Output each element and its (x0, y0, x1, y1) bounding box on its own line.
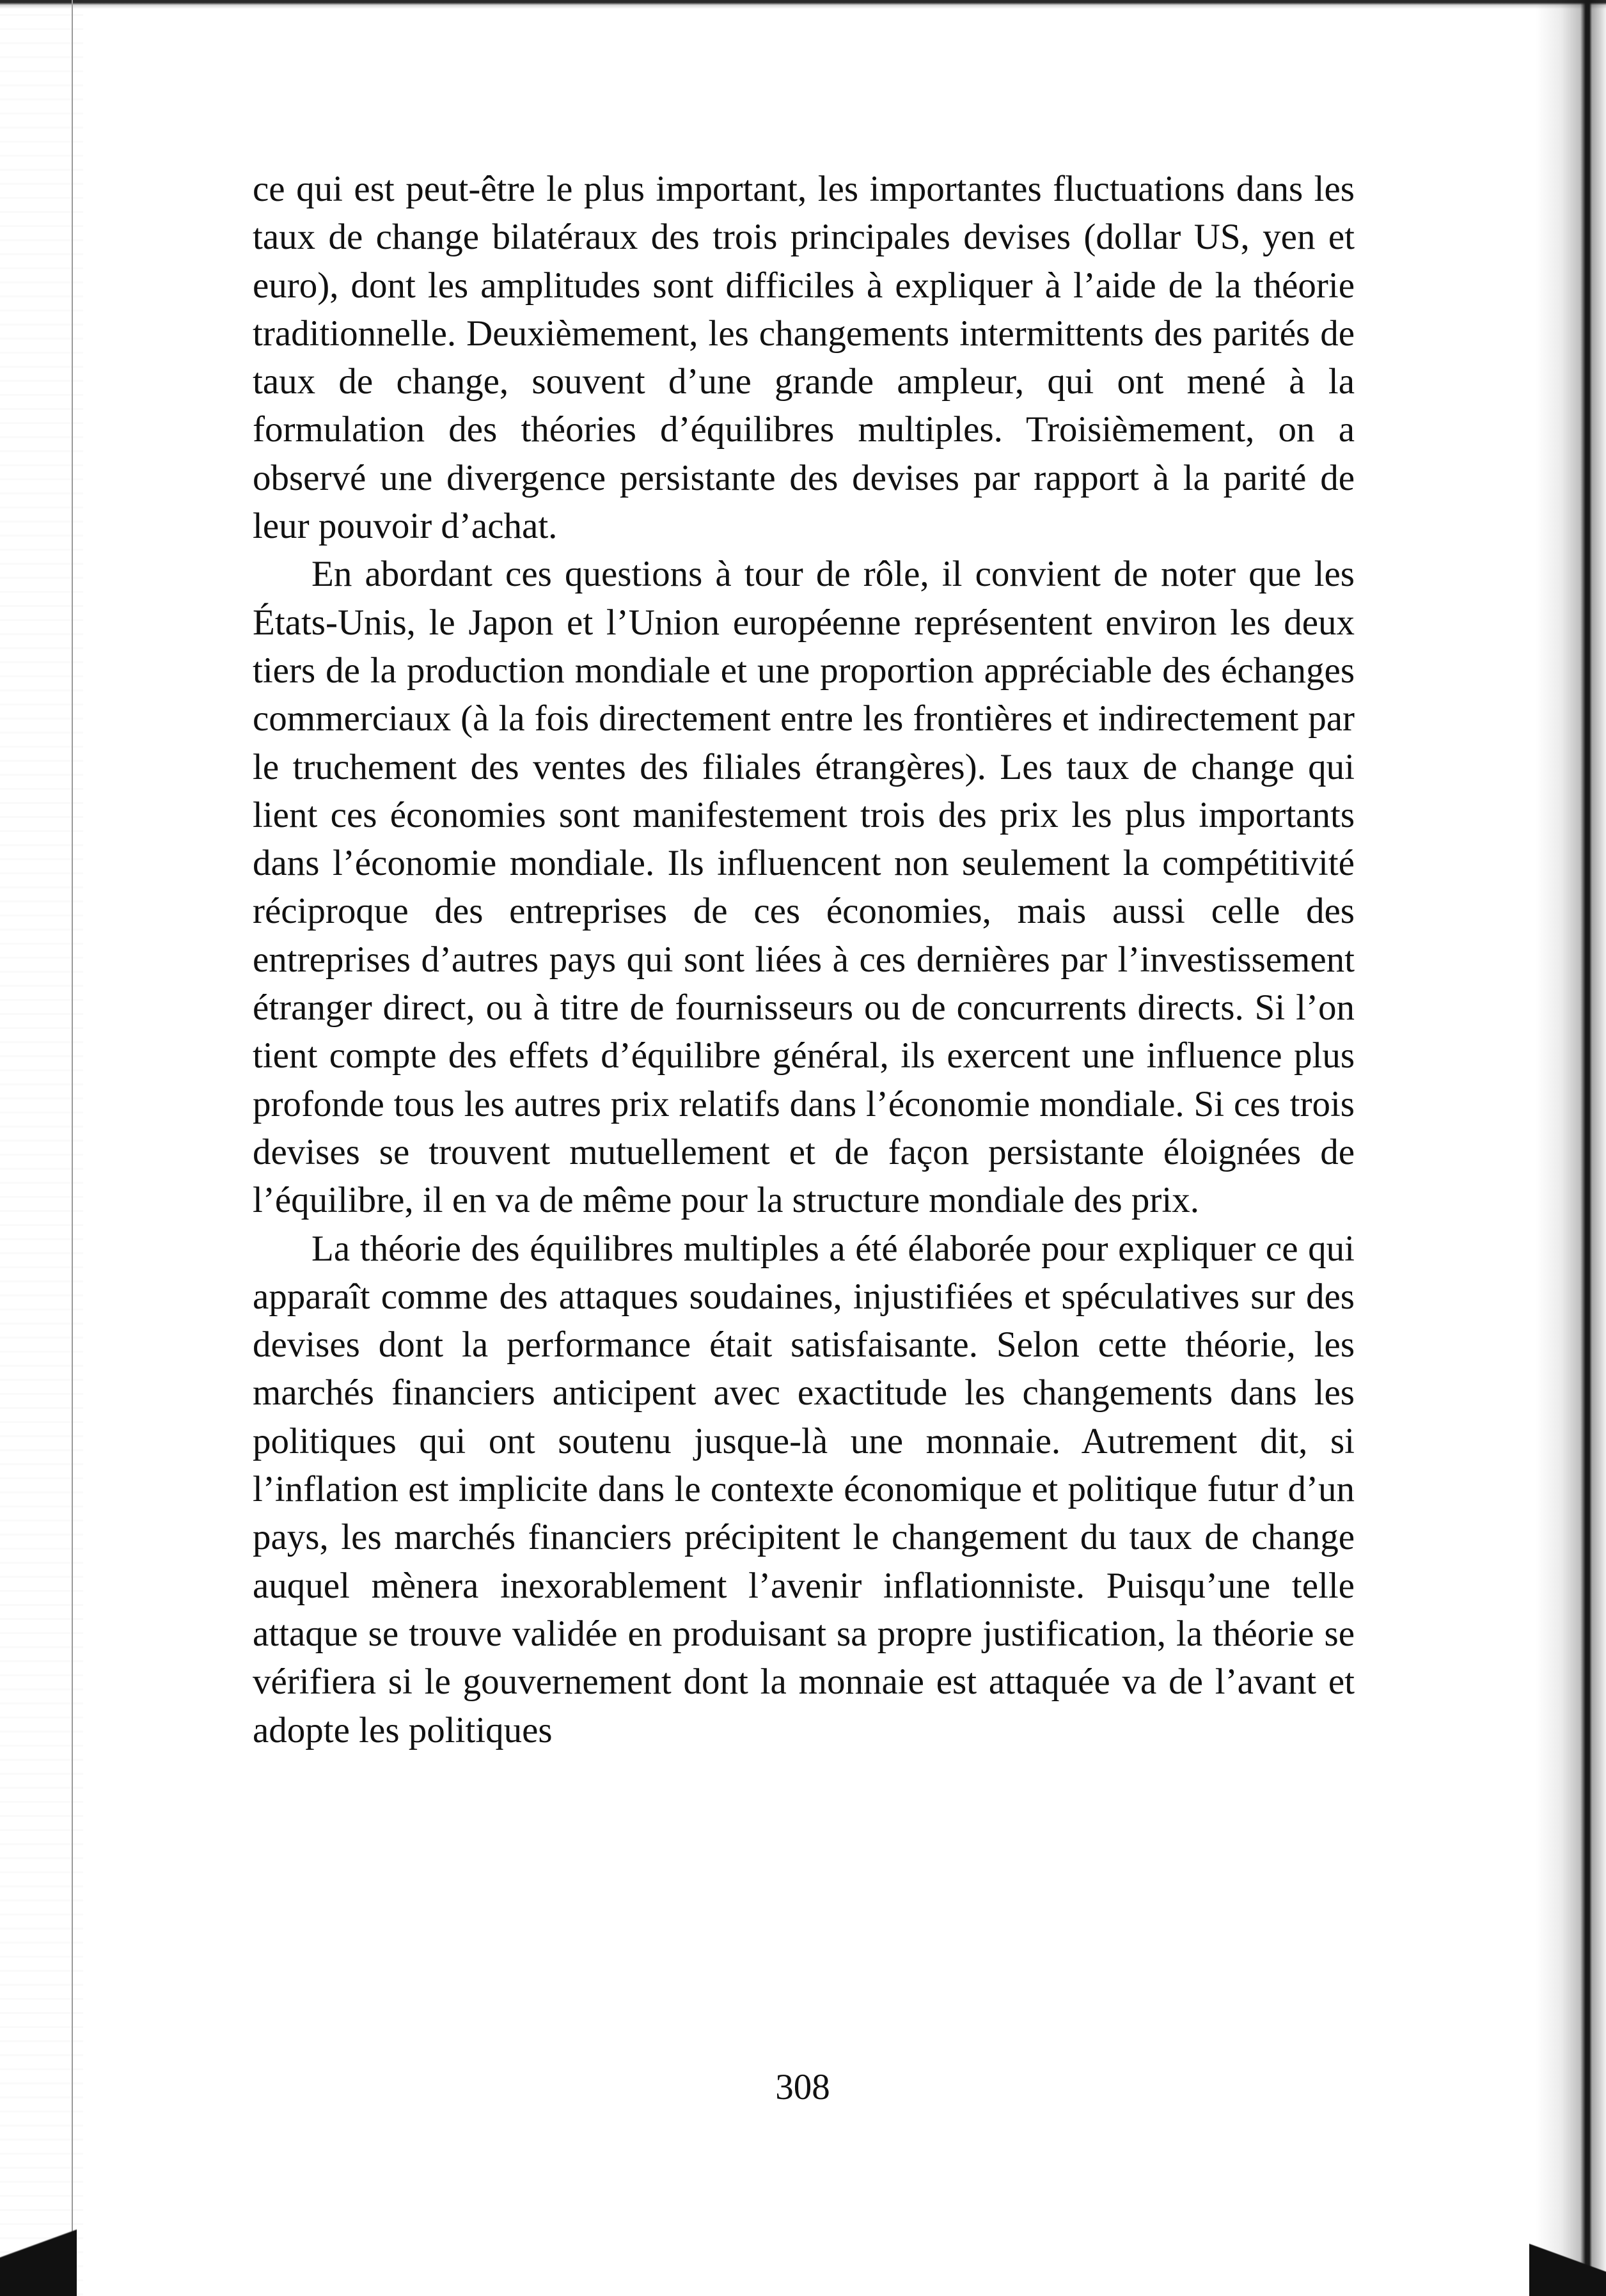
scan-corner-bottom-right (1529, 2206, 1606, 2296)
page-body (253, 165, 1355, 1754)
paragraph: En abordant ces questions à tour de rôle, il convient de noter que les États-Unis, le Japon et l’Union européenne représentent environ les deux tiers de la production mondiale et une proportion appréciable des échanges commerciaux (à la fois directement entre les frontières et indirectement par le truchement des ventes des filiales étrangères). Les taux de change qui lient ces économies sont manifestement trois des prix les plus importants dans l’économie mondiale. Ils influencent non seulement la compétitivité réciproque des entreprises de ces économies, mais aussi celle des entreprises d’autres pays qui sont liées à ces dernières par l’investissement étranger direct, ou à titre de fournisseurs ou de concurrents directs. Si l’on tient compte des effets d’équilibre général, ils exercent une influence plus profonde tous les autres prix relatifs dans l’économie mondiale. Si ces trois devises se trouvent mutuellement et de façon persistante éloignées de l’équilibre, il en va de même pour la structure mondiale des prix. (253, 554, 1355, 1221)
scan-left-line (72, 0, 73, 2238)
scan-corner-bottom-left (0, 2174, 77, 2296)
page-number: 308 (775, 2067, 830, 2107)
scan-binding-shadow (1536, 0, 1606, 2296)
paragraph: La théorie des équilibres multiples a été élaborée pour expliquer ce qui apparaît comme des attaques soudaines, injustifiées et spéculatives sur des devises dont la performance était satisfaisante. Selon cette théorie, les marchés financiers anticipent avec exactitude les changements dans les politiques qui ont soutenu jusque-là une monnaie. Autrement dit, si l’inflation est implicite dans le contexte économique et politique futur d’un pays, les marchés financiers précipitent le changement du taux de change auquel mènera inexorablement l’avenir inflationniste. Puisqu’une telle attaque se trouve validée en produisant sa propre justification, la théorie se vérifiera si le gouvernement dont la monnaie est attaquée va de l’avant et adopte les politiques (253, 1228, 1355, 1750)
paragraph-continuation: ce qui est peut-être le plus important, les importantes fluctuations dans les taux de change bilatéraux des trois principales devises (dollar US, yen et euro), dont les amplitudes sont difficiles à expliquer à l’aide de la théorie traditionnelle. Deuxièmement, les changements intermittents des parités de taux de change, souvent d’une grande ampleur, qui ont mené à la formulation des théories d’équilibres multiples. Troisièmement, on a observé une divergence persistante des devises par rapport à la parité de leur pouvoir d’achat. (253, 169, 1355, 547)
scan-left-margin-noise (0, 0, 83, 2296)
scan-top-edge (0, 0, 1606, 9)
